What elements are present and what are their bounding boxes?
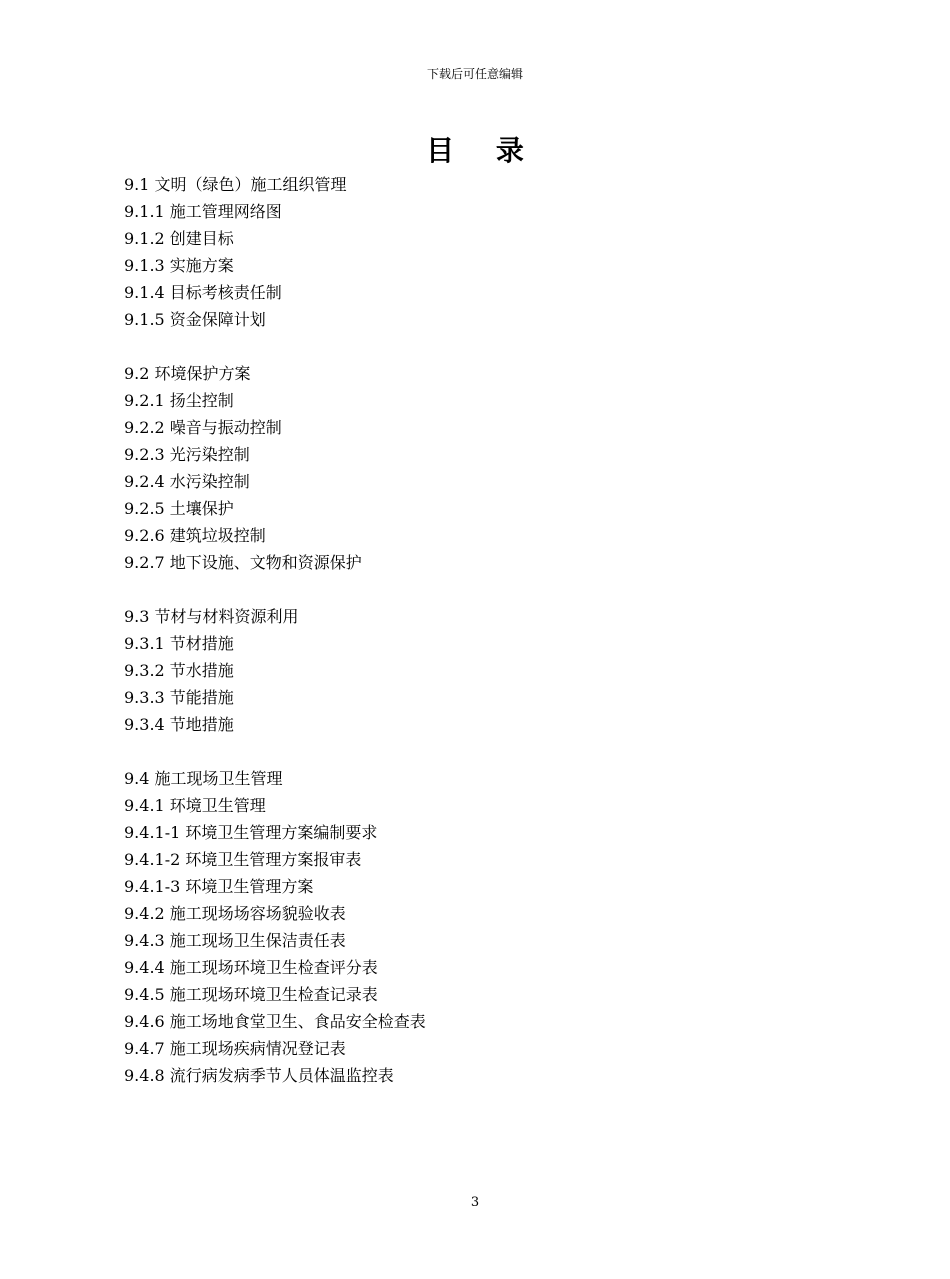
- toc-entry: 9.1.1 施工管理网络图: [124, 202, 282, 221]
- toc-entry: 9.4.1 环境卫生管理: [124, 796, 266, 815]
- toc-entry: 9.4.4 施工现场环境卫生检查评分表: [124, 958, 378, 977]
- toc-section-heading: 9.2 环境保护方案: [124, 364, 251, 383]
- toc-entry: 9.4.7 施工现场疾病情况登记表: [124, 1039, 346, 1058]
- page-number: 3: [470, 1195, 480, 1210]
- toc-entry: 9.4.3 施工现场卫生保洁责任表: [124, 931, 346, 950]
- toc-section-heading: 9.4 施工现场卫生管理: [124, 769, 283, 788]
- toc-section: [124, 603, 824, 738]
- toc-section: [124, 765, 824, 1089]
- page-title: 目 录: [426, 134, 540, 167]
- toc-entry: 9.4.1-2 环境卫生管理方案报审表: [124, 850, 362, 869]
- toc-entry: 9.4.1-1 环境卫生管理方案编制要求: [124, 823, 378, 842]
- toc-entry: 9.2.5 土壤保护: [124, 499, 234, 518]
- toc-entry: 9.3.3 节能措施: [124, 688, 234, 707]
- toc-entry: 9.2.2 噪音与振动控制: [124, 418, 282, 437]
- toc-entry: 9.2.7 地下设施、文物和资源保护: [124, 553, 362, 572]
- toc-entry: 9.3.4 节地措施: [124, 715, 234, 734]
- toc-entry: 9.4.5 施工现场环境卫生检查记录表: [124, 985, 378, 1004]
- toc-entry: 9.4.6 施工场地食堂卫生、食品安全检查表: [124, 1012, 426, 1031]
- toc-entry: 9.4.8 流行病发病季节人员体温监控表: [124, 1066, 394, 1085]
- toc-entry: 9.2.3 光污染控制: [124, 445, 250, 464]
- toc-entry: 9.1.3 实施方案: [124, 256, 234, 275]
- toc-section: [124, 360, 824, 576]
- toc-entry: 9.4.1-3 环境卫生管理方案: [124, 877, 314, 896]
- toc-entry: 9.2.6 建筑垃圾控制: [124, 526, 266, 545]
- toc-section: [124, 171, 824, 333]
- toc-entry: 9.1.4 目标考核责任制: [124, 283, 282, 302]
- header-note: 下载后可任意编辑: [426, 67, 523, 81]
- toc-entry: 9.1.5 资金保障计划: [124, 310, 266, 329]
- toc-entry: 9.4.2 施工现场场容场貌验收表: [124, 904, 346, 923]
- table-of-contents: [124, 171, 824, 1089]
- toc-entry: 9.3.1 节材措施: [124, 634, 234, 653]
- toc-entry: 9.2.4 水污染控制: [124, 472, 250, 491]
- toc-entry: 9.2.1 扬尘控制: [124, 391, 234, 410]
- toc-section-heading: 9.1 文明（绿色）施工组织管理: [124, 175, 347, 194]
- toc-entry: 9.1.2 创建目标: [124, 229, 234, 248]
- toc-section-heading: 9.3 节材与材料资源利用: [124, 607, 299, 626]
- toc-entry: 9.3.2 节水措施: [124, 661, 234, 680]
